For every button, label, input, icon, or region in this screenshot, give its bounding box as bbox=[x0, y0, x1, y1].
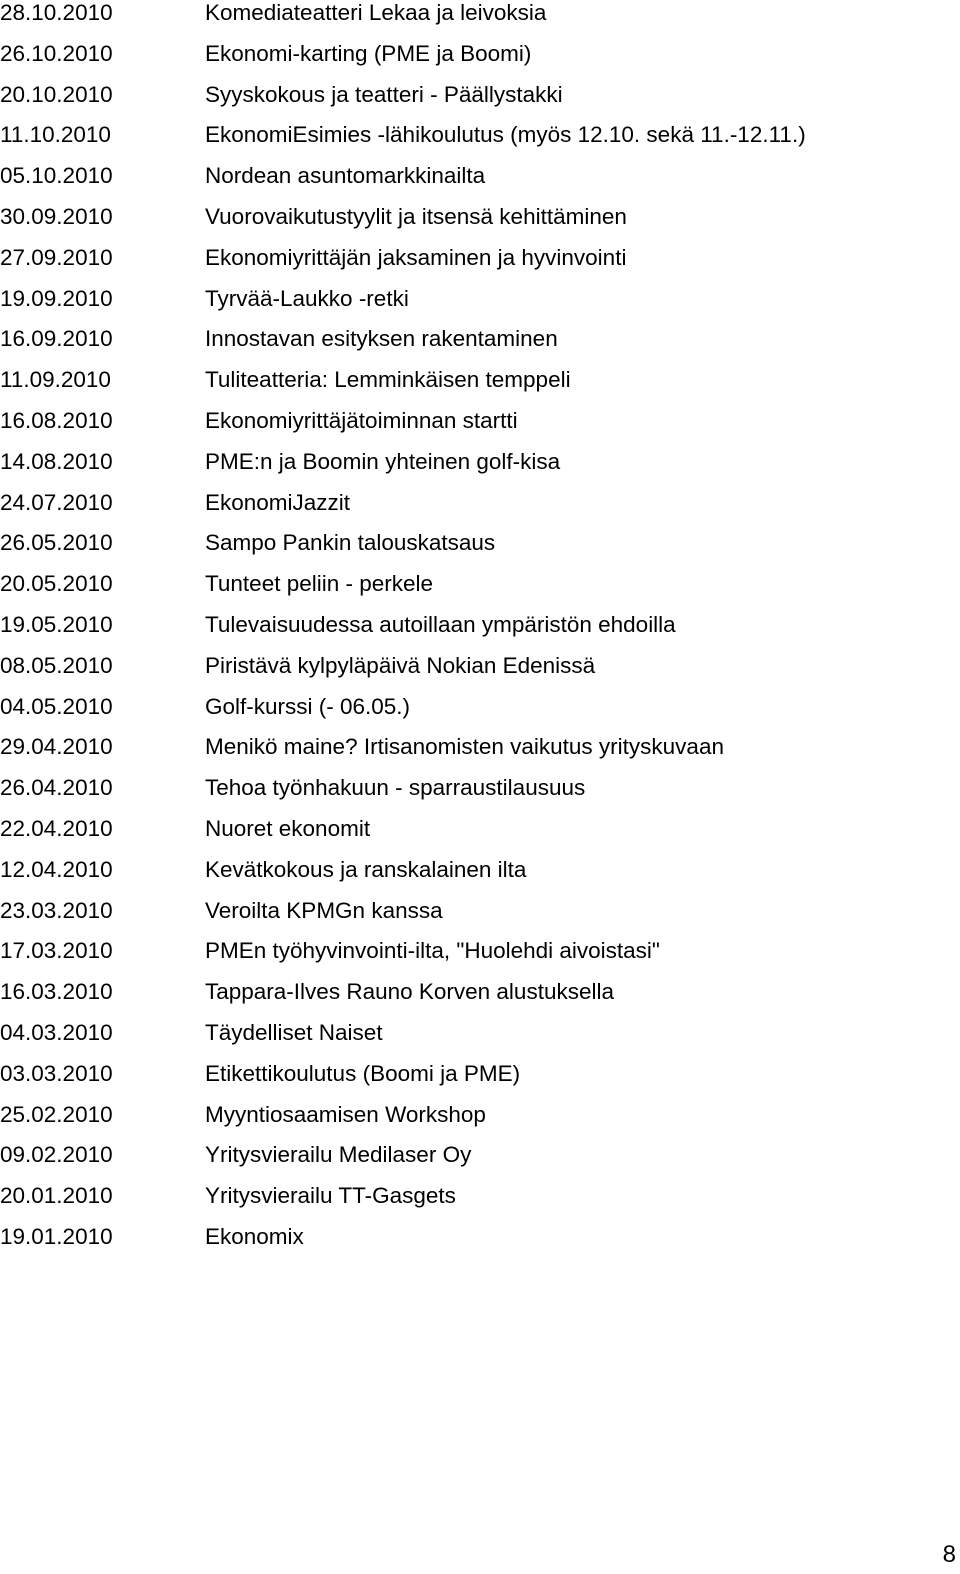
event-date: 26.04.2010 bbox=[0, 775, 113, 801]
event-row bbox=[0, 850, 960, 891]
event-title: PMEn työhyvinvointi-ilta, "Huolehdi aivoistasi" bbox=[205, 938, 660, 964]
event-title: Etikettikoulutus (Boomi ja PME) bbox=[205, 1060, 521, 1086]
event-row bbox=[0, 1095, 960, 1136]
event-date: 19.01.2010 bbox=[0, 1223, 113, 1249]
event-row bbox=[0, 197, 960, 238]
event-title: Tyrvää-Laukko -retki bbox=[205, 285, 409, 311]
event-title: Myyntiosaamisen Workshop bbox=[205, 1101, 486, 1127]
event-date: 22.04.2010 bbox=[0, 815, 113, 841]
event-date: 24.07.2010 bbox=[0, 489, 113, 515]
event-row bbox=[0, 442, 960, 483]
event-row bbox=[0, 360, 960, 401]
event-row bbox=[0, 238, 960, 279]
event-row bbox=[0, 0, 960, 34]
event-date: 23.03.2010 bbox=[0, 897, 113, 923]
event-date: 04.05.2010 bbox=[0, 693, 113, 719]
event-row bbox=[0, 972, 960, 1013]
event-title: PME:n ja Boomin yhteinen golf-kisa bbox=[205, 448, 561, 474]
page-number: 8 bbox=[942, 1541, 956, 1568]
event-date: 11.10.2010 bbox=[0, 122, 111, 148]
event-row bbox=[0, 1176, 960, 1217]
event-date: 09.02.2010 bbox=[0, 1142, 113, 1168]
event-title: Täydelliset Naiset bbox=[205, 1019, 383, 1045]
event-title: Tappara-Ilves Rauno Korven alustuksella bbox=[205, 979, 614, 1005]
event-row bbox=[0, 115, 960, 156]
event-date: 16.03.2010 bbox=[0, 979, 113, 1005]
event-date: 27.09.2010 bbox=[0, 244, 113, 270]
event-title: Yritysvierailu Medilaser Oy bbox=[205, 1142, 472, 1168]
event-title: Ekonomiyrittäjän jaksaminen ja hyvinvointi bbox=[205, 244, 627, 270]
event-row bbox=[0, 1054, 960, 1095]
event-title: Golf-kurssi (- 06.05.) bbox=[205, 693, 411, 719]
event-row bbox=[0, 931, 960, 972]
event-title: Tunteet peliin - perkele bbox=[205, 571, 434, 597]
event-row bbox=[0, 523, 960, 564]
event-date: 28.10.2010 bbox=[0, 0, 113, 25]
event-title: Yritysvierailu TT-Gasgets bbox=[205, 1183, 456, 1209]
event-row bbox=[0, 156, 960, 197]
event-title: Innostavan esityksen rakentaminen bbox=[205, 326, 558, 352]
event-row bbox=[0, 1217, 960, 1258]
event-row bbox=[0, 1013, 960, 1054]
event-title: EkonomiJazzit bbox=[205, 489, 351, 515]
event-date: 20.10.2010 bbox=[0, 81, 113, 107]
event-date: 08.05.2010 bbox=[0, 652, 113, 678]
event-date: 25.02.2010 bbox=[0, 1101, 113, 1127]
event-title: Piristävä kylpyläpäivä Nokian Edenissä bbox=[205, 652, 596, 678]
event-row bbox=[0, 768, 960, 809]
event-row bbox=[0, 279, 960, 320]
event-date: 26.10.2010 bbox=[0, 40, 113, 66]
event-row bbox=[0, 727, 960, 768]
event-title: Tulevaisuudessa autoillaan ympäristön ehdoilla bbox=[205, 611, 676, 637]
event-title: EkonomiEsimies -lähikoulutus (myös 12.10. sekä 11.-12.11.) bbox=[205, 122, 806, 148]
event-row bbox=[0, 687, 960, 728]
event-row bbox=[0, 891, 960, 932]
event-date: 16.08.2010 bbox=[0, 407, 113, 433]
event-title: Sampo Pankin talouskatsaus bbox=[205, 530, 496, 556]
event-row bbox=[0, 564, 960, 605]
event-row bbox=[0, 646, 960, 687]
event-row bbox=[0, 1135, 960, 1176]
event-title: Ekonomi-karting (PME ja Boomi) bbox=[205, 40, 532, 66]
event-date: 14.08.2010 bbox=[0, 448, 113, 474]
event-row bbox=[0, 34, 960, 75]
event-row bbox=[0, 605, 960, 646]
event-date: 30.09.2010 bbox=[0, 203, 113, 229]
event-date: 11.09.2010 bbox=[0, 367, 111, 393]
event-row bbox=[0, 483, 960, 524]
event-title: Menikö maine? Irtisanomisten vaikutus yrityskuvaan bbox=[205, 734, 724, 760]
event-title: Vuorovaikutustyylit ja itsensä kehittäminen bbox=[205, 203, 627, 229]
event-date: 03.03.2010 bbox=[0, 1060, 113, 1086]
event-title: Komediateatteri Lekaa ja leivoksia bbox=[205, 0, 547, 25]
event-row bbox=[0, 401, 960, 442]
event-title: Ekonomiyrittäjätoiminnan startti bbox=[205, 407, 518, 433]
event-title: Nordean asuntomarkkinailta bbox=[205, 163, 486, 189]
event-date: 20.01.2010 bbox=[0, 1183, 113, 1209]
event-date: 17.03.2010 bbox=[0, 938, 113, 964]
event-date: 19.09.2010 bbox=[0, 285, 113, 311]
event-title: Ekonomix bbox=[205, 1223, 304, 1249]
event-title: Kevätkokous ja ranskalainen ilta bbox=[205, 856, 527, 882]
event-title: Veroilta KPMGn kanssa bbox=[205, 897, 443, 923]
event-date: 20.05.2010 bbox=[0, 571, 113, 597]
event-row bbox=[0, 319, 960, 360]
event-date: 29.04.2010 bbox=[0, 734, 113, 760]
event-date: 05.10.2010 bbox=[0, 163, 113, 189]
event-row bbox=[0, 809, 960, 850]
event-date: 04.03.2010 bbox=[0, 1019, 113, 1045]
event-date: 16.09.2010 bbox=[0, 326, 113, 352]
event-row bbox=[0, 75, 960, 116]
event-date: 12.04.2010 bbox=[0, 856, 113, 882]
event-date: 19.05.2010 bbox=[0, 611, 113, 637]
event-title: Nuoret ekonomit bbox=[205, 815, 371, 841]
event-title: Tehoa työnhakuun - sparraustilausuus bbox=[205, 775, 586, 801]
event-title: Syyskokous ja teatteri - Päällystakki bbox=[205, 81, 563, 107]
event-title: Tuliteatteria: Lemminkäisen temppeli bbox=[205, 367, 571, 393]
event-date: 26.05.2010 bbox=[0, 530, 113, 556]
